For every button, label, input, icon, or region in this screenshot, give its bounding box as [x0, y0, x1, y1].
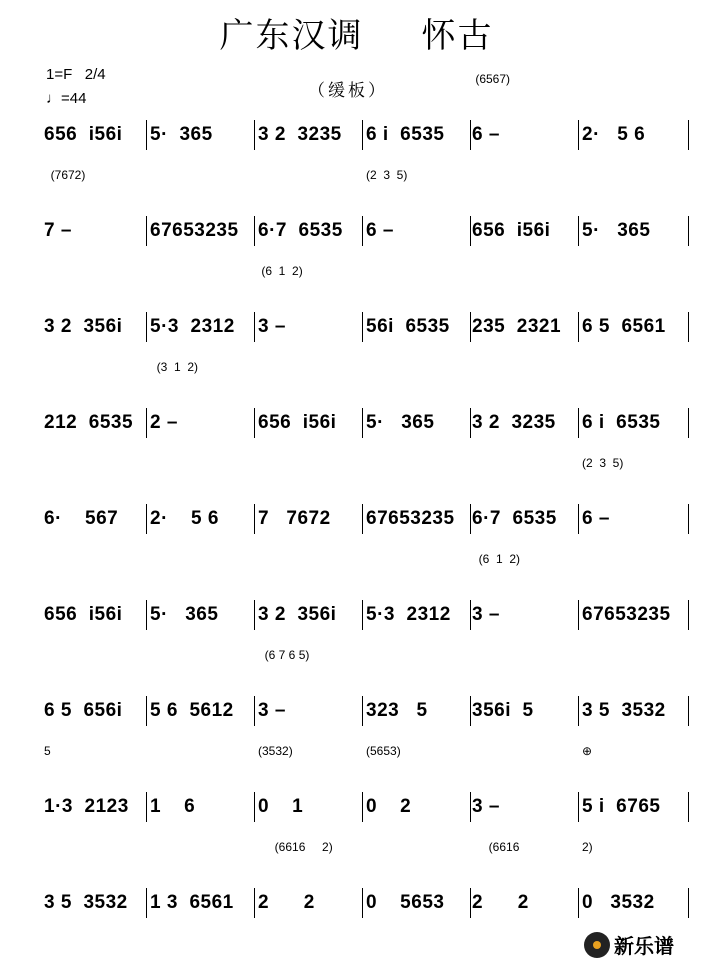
- measure-notes: 3 –: [472, 604, 500, 625]
- barline: [254, 408, 255, 438]
- measure-notes: 0 3532: [582, 892, 655, 913]
- barline: [688, 888, 689, 918]
- barline: [146, 312, 147, 342]
- barline: [470, 600, 471, 630]
- barline: [146, 216, 147, 246]
- measure-notes: 656 i56i: [258, 412, 337, 433]
- barline: [578, 120, 579, 150]
- measure-notes: 5·3 2312: [366, 604, 451, 625]
- barline: [362, 792, 363, 822]
- barline: [688, 696, 689, 726]
- measure-notes: 6 –: [366, 220, 394, 241]
- measure-notes: 2 2: [472, 892, 529, 913]
- ornament-notes: (6 7 6 5): [258, 648, 310, 662]
- measure-notes: 7 –: [44, 220, 72, 241]
- measure-notes: 3 –: [472, 796, 500, 817]
- measure-notes: 3 2 3235: [258, 124, 342, 145]
- measure-notes: 656 i56i: [472, 220, 551, 241]
- measure-notes: 656 i56i: [44, 604, 123, 625]
- ornament-notes: (5653): [366, 744, 401, 758]
- barline: [578, 600, 579, 630]
- barline: [362, 504, 363, 534]
- barline: [688, 120, 689, 150]
- record-icon: [584, 932, 610, 958]
- measure-notes: 3 2 356i: [44, 316, 123, 337]
- barline: [688, 216, 689, 246]
- barline: [688, 408, 689, 438]
- barline: [146, 696, 147, 726]
- barline: [470, 792, 471, 822]
- score-row: [0, 358, 713, 454]
- barline: [578, 216, 579, 246]
- measure-notes: 5· 365: [150, 124, 213, 145]
- measure-notes: 235 2321: [472, 316, 562, 337]
- barline: [470, 312, 471, 342]
- ornament-notes: (7672): [44, 168, 86, 182]
- measure-notes: 5· 365: [366, 412, 435, 433]
- measure-notes: 3 5 3532: [582, 700, 666, 721]
- measure-notes: 3 –: [258, 700, 286, 721]
- ornament-notes: (2 3 5): [582, 456, 624, 470]
- measure-notes: 67653235: [150, 220, 239, 241]
- measure-notes: 5· 365: [582, 220, 651, 241]
- song-title: [0, 8, 713, 57]
- ornament-notes: (6616 2): [258, 840, 333, 854]
- score-row: [0, 838, 713, 934]
- ornament-notes: (3 1 2): [150, 360, 199, 374]
- logo-text: 新乐谱: [614, 934, 674, 958]
- measure-notes: 5·3 2312: [150, 316, 235, 337]
- barline: [254, 120, 255, 150]
- barline: [254, 504, 255, 534]
- barline: [146, 888, 147, 918]
- measure-notes: 5· 365: [150, 604, 219, 625]
- meter-label: 2/4: [84, 66, 106, 83]
- barline: [254, 696, 255, 726]
- measure-notes: 1 3 6561: [150, 892, 234, 913]
- barline: [146, 504, 147, 534]
- barline: [362, 120, 363, 150]
- measure-notes: 5 i 6765: [582, 796, 661, 817]
- score-row: [0, 742, 713, 838]
- measure-notes: 6 –: [472, 124, 500, 145]
- site-logo: [584, 930, 674, 959]
- barline: [254, 216, 255, 246]
- barline: [362, 216, 363, 246]
- barline: [362, 600, 363, 630]
- barline: [688, 600, 689, 630]
- tempo-marking: ♩=44: [46, 90, 87, 107]
- barline: [470, 120, 471, 150]
- barline: [578, 696, 579, 726]
- measure-notes: 1 6: [150, 796, 196, 817]
- ornament-notes: (3532): [258, 744, 293, 758]
- measure-notes: 6 i 6535: [582, 412, 661, 433]
- measure-notes: 2· 5 6: [582, 124, 646, 145]
- measure-notes: 3 2 3235: [472, 412, 556, 433]
- barline: [362, 888, 363, 918]
- ornament-notes: 5: [44, 744, 51, 758]
- barline: [470, 888, 471, 918]
- barline: [688, 792, 689, 822]
- barline: [470, 504, 471, 534]
- barline: [146, 408, 147, 438]
- measure-notes: 67653235: [366, 508, 455, 529]
- barline: [146, 792, 147, 822]
- measure-notes: 2 –: [150, 412, 178, 433]
- title-genre: 广东汉调: [219, 16, 364, 56]
- measure-notes: 0 1: [258, 796, 304, 817]
- score-row: [0, 550, 713, 646]
- score-row: [0, 454, 713, 550]
- measure-notes: 3 5 3532: [44, 892, 128, 913]
- barline: [578, 888, 579, 918]
- expression-marking: （缓板）: [308, 81, 388, 101]
- measure-notes: 1·3 2123: [44, 796, 129, 817]
- measure-notes: 6· 567: [44, 508, 119, 529]
- barline: [254, 792, 255, 822]
- measure-notes: 3 –: [258, 316, 286, 337]
- measure-notes: 6 i 6535: [366, 124, 445, 145]
- measure-notes: 7 7672: [258, 508, 331, 529]
- barline: [146, 600, 147, 630]
- barline: [578, 312, 579, 342]
- barline: [254, 600, 255, 630]
- barline: [254, 312, 255, 342]
- measure-notes: 656 i56i: [44, 124, 123, 145]
- ornament-notes: (6616: [472, 840, 520, 854]
- score-row: [0, 70, 713, 166]
- measure-notes: 67653235: [582, 604, 671, 625]
- measure-notes: 323 5: [366, 700, 428, 721]
- barline: [578, 408, 579, 438]
- measure-notes: 56i 6535: [366, 316, 450, 337]
- measure-notes: 212 6535: [44, 412, 134, 433]
- score-row: [0, 646, 713, 742]
- measure-notes: 2 2: [258, 892, 315, 913]
- ornament-notes: (2 3 5): [366, 168, 408, 182]
- measure-notes: 6·7 6535: [472, 508, 557, 529]
- barline: [362, 696, 363, 726]
- measure-notes: 2· 5 6: [150, 508, 219, 529]
- ornament-notes: (6 1 2): [258, 264, 303, 278]
- measure-notes: 6·7 6535: [258, 220, 343, 241]
- barline: [146, 120, 147, 150]
- measure-notes: 5 6 5612: [150, 700, 234, 721]
- barline: [362, 408, 363, 438]
- ornament-notes: (6 1 2): [472, 552, 521, 566]
- barline: [254, 888, 255, 918]
- measure-notes: 356i 5: [472, 700, 534, 721]
- barline: [470, 408, 471, 438]
- measure-notes: 6 5 6561: [582, 316, 666, 337]
- barline: [470, 216, 471, 246]
- key-label: 1=F: [46, 66, 73, 83]
- barline: [578, 504, 579, 534]
- measure-notes: 0 2: [366, 796, 412, 817]
- measure-notes: 3 2 356i: [258, 604, 337, 625]
- measure-notes: 0 5653: [366, 892, 445, 913]
- title-name: 怀古: [421, 16, 494, 56]
- barline: [578, 792, 579, 822]
- ornament-notes: 2): [582, 840, 593, 854]
- barline: [470, 696, 471, 726]
- barline: [688, 312, 689, 342]
- ornament-notes: (6567): [472, 72, 511, 86]
- score-row: [0, 262, 713, 358]
- measure-notes: 6 –: [582, 508, 610, 529]
- barline: [688, 504, 689, 534]
- measure-notes: 6 5 656i: [44, 700, 123, 721]
- score-row: [0, 166, 713, 262]
- ornament-notes: ⊕: [582, 744, 593, 758]
- barline: [362, 312, 363, 342]
